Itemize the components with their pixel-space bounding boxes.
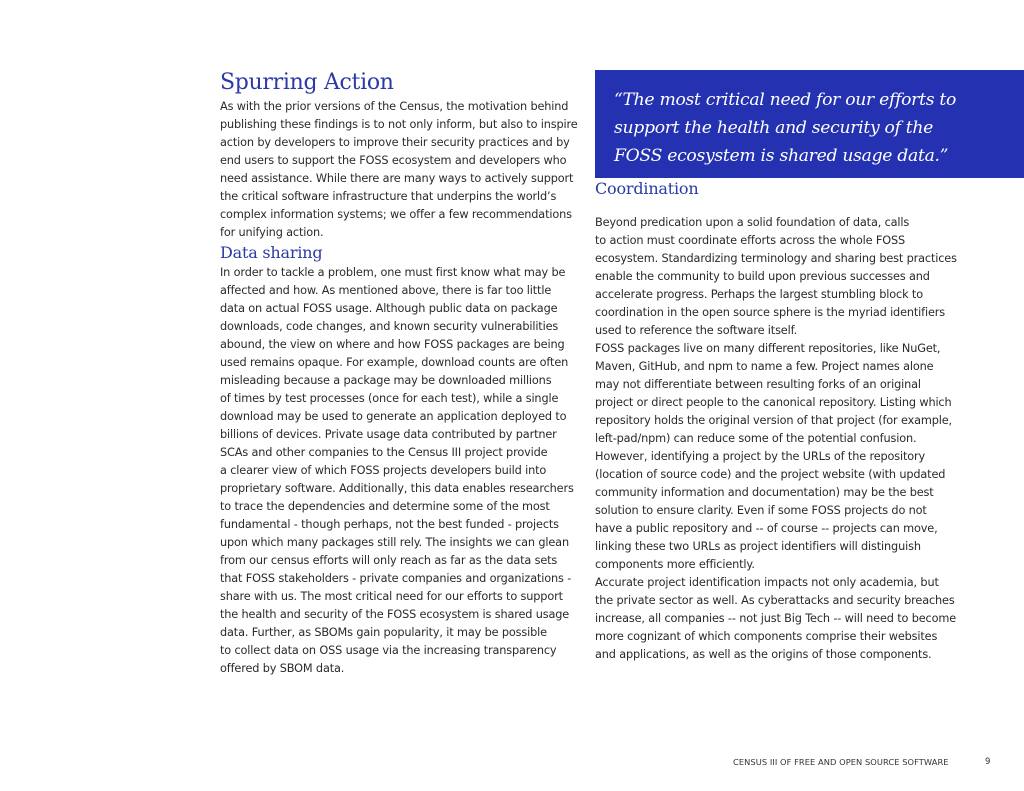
data-sharing-paragraph: In order to tackle a problem, one must first know what may be affected and how. As mentioned above, there is far too little data on actual FOSS usage. Although public data on package downloads, code changes, and known security vulnerabilities abound, the view on where and how FOSS packages are being used remains opaque. For example, download counts are often misleading because a package may be downloaded millions of times by test processes (once for each test), while a single download may be used to generate an application deployed to billions of devices. Private usage data contributed by partner SCAs and other companies to the Census III project provide a clearer view of which FOSS projects developers build into proprietary software. Additionally, this data enables researchers to trace the dependencies and determine some of the most fundamental - though perhaps, not the best funded - projects upon which many packages still rely. The insights we can glean from our census efforts will only reach as far as the data sets that FOSS stakeholders - private companies and organizations - share with us. The most critical need for our efforts to support the health and security of the FOSS ecosystem is shared usage data. Further, as SBOMs gain popularity, it may be possible to collect data on OSS usage via the increasing transparency offered by SBOM data. <box>220 266 574 675</box>
coordination-heading: Coordination <box>595 179 699 198</box>
coordination-paragraph-3: Accurate project identification impacts not only academia, but the private sector as well. As cyberattacks and security breaches increase, all companies -- not just Big Tech -- will need to become more cognizant of which components comprise their websites and applications, as well as the origins of those components. <box>595 576 957 661</box>
footer-document-title: CENSUS III OF FREE AND OPEN SOURCE SOFTWARE <box>733 757 949 767</box>
left-column <box>220 68 582 678</box>
right-column <box>595 70 1024 664</box>
section-title: Spurring Action <box>220 70 394 95</box>
pull-quote: “The most critical need for our efforts to support the health and security of the FOSS ecosystem is shared usage data.” <box>595 70 1024 178</box>
coordination-body <box>595 214 975 664</box>
page-number: 9 <box>985 757 991 767</box>
intro-paragraph: As with the prior versions of the Census, the motivation behind publishing these findings is to not only inform, but also to inspire action by developers to improve their security practices and by end users to support the FOSS ecosystem and developers who need assistance. While there are many ways to actively support the critical software infrastructure that underpins the world’s complex information systems; we offer a few recommendations for unifying action. <box>220 100 578 239</box>
coordination-paragraph-1: Beyond predication upon a solid foundation of data, calls to action must coordinate efforts across the whole FOSS ecosystem. Standardizing terminology and sharing best practices enable the community to build upon previous successes and accelerate progress. Perhaps the largest stumbling block to coordination in the open source sphere is the myriad identifiers used to reference the software itself. <box>595 216 957 337</box>
coordination-paragraph-2: FOSS packages live on many different repositories, like NuGet, Maven, GitHub, and npm to name a few. Project names alone may not differentiate between resulting forks of an original project or direct people to the canonical repository. Listing which repository holds the original version of that project (for example, left-pad/npm) can reduce some of the potential confusion. However, identifying a project by the URLs of the repository (location of source code) and the project website (with updated community information and documentation) may be the best solution to ensure clarity. Even if some FOSS projects do not have a public repository and -- of course -- projects can move, linking these two URLs as project identifiers will distinguish components more efficiently. <box>595 342 952 571</box>
data-sharing-heading: Data sharing <box>220 243 323 262</box>
